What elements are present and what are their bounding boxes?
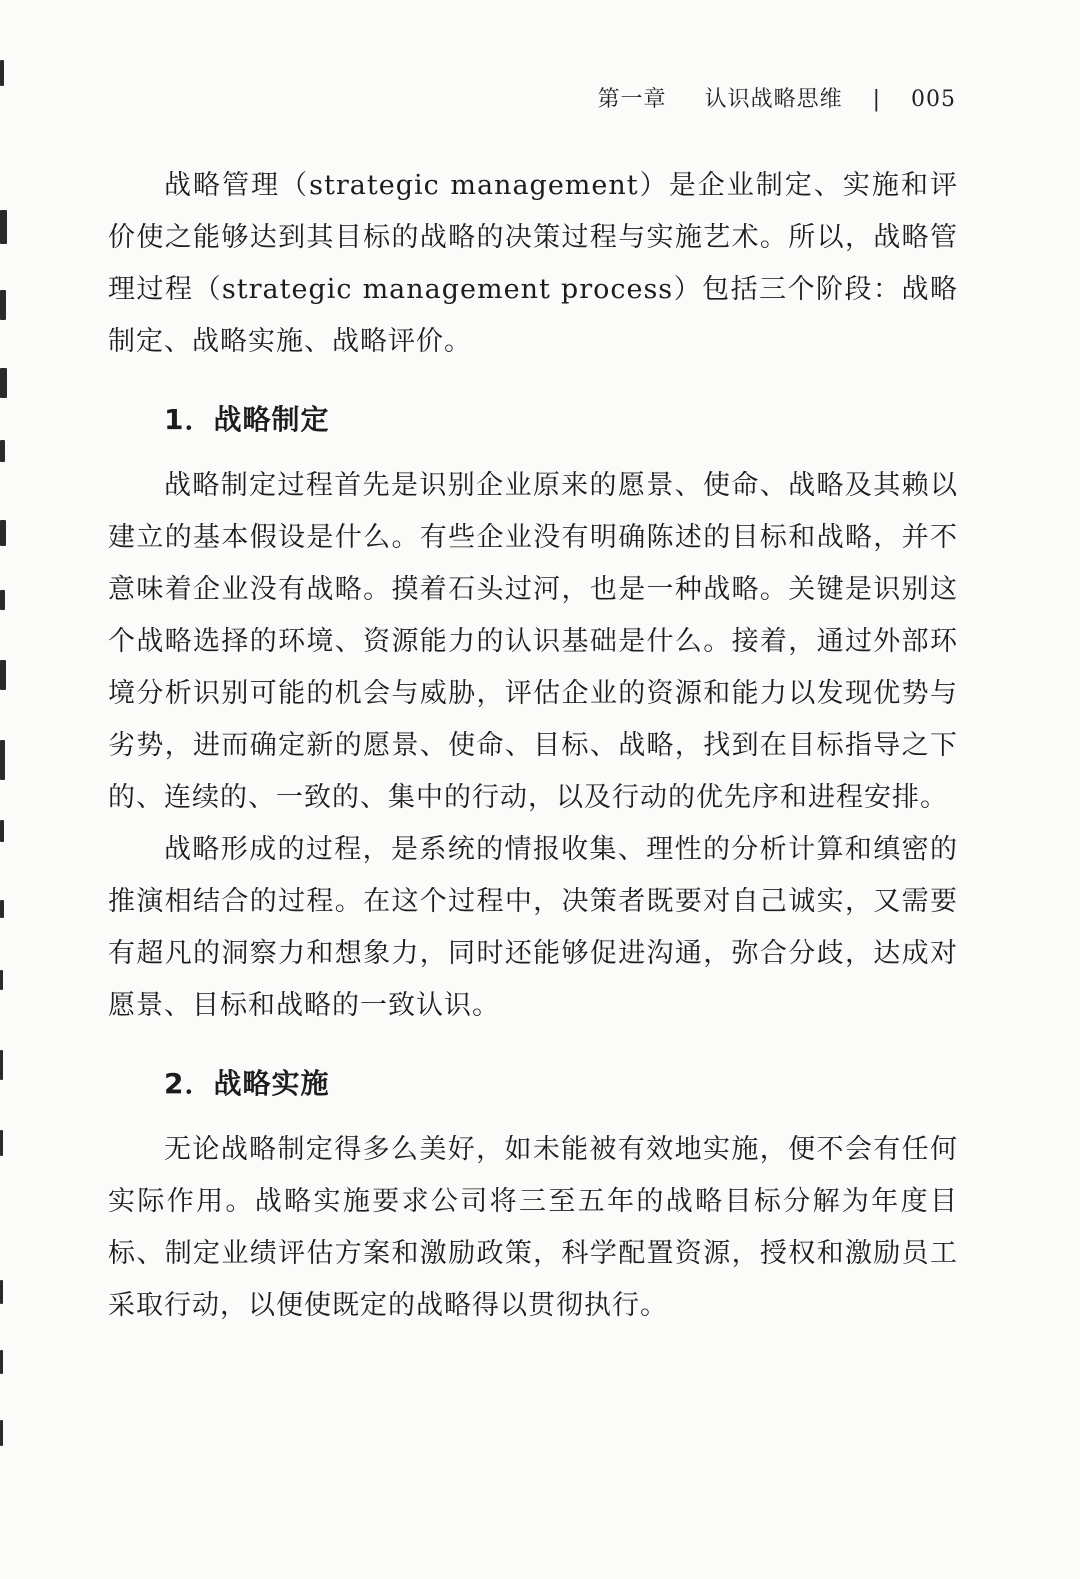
binding-mark bbox=[0, 440, 5, 462]
binding-mark bbox=[0, 900, 4, 918]
section-heading-2: 2．战略实施 bbox=[164, 1067, 330, 1100]
binding-mark bbox=[0, 1130, 3, 1156]
running-header bbox=[598, 82, 956, 113]
binding-mark bbox=[0, 1050, 3, 1080]
header-separator: | bbox=[872, 87, 881, 112]
binding-mark bbox=[0, 60, 4, 86]
binding-mark bbox=[0, 590, 5, 610]
binding-mark bbox=[0, 368, 7, 398]
scan-binding-marks bbox=[0, 0, 12, 1579]
section2-paragraph-1: 无论战略制定得多么美好，如未能被有效地实施，便不会有任何实际作用。战略实施要求公司将三至五年的战略目标分解为年度目标、制定业绩评估方案和激励政策，科学配置资源，授权和激励员工采取行动，以便使既定的战略得以贯彻执行。 bbox=[108, 1134, 958, 1321]
section1-paragraph-2: 战略形成的过程，是系统的情报收集、理性的分析计算和缜密的推演相结合的过程。在这个过程中，决策者既要对自己诚实，又需要有超凡的洞察力和想象力，同时还能够促进沟通，弥合分歧，达成对愿景、目标和战略的一致认识。 bbox=[108, 834, 958, 1021]
binding-mark bbox=[0, 970, 3, 990]
page-body bbox=[108, 160, 958, 1332]
binding-mark bbox=[0, 210, 7, 244]
intro-paragraph: 战略管理（strategic management）是企业制定、实施和评价使之能够达到其目标的战略的决策过程与实施艺术。所以，战略管理过程（strategic management process）包括三个阶段：战略制定、战略实施、战略评价。 bbox=[108, 170, 958, 357]
chapter-title: 认识战略思维 bbox=[704, 87, 843, 112]
binding-mark bbox=[0, 740, 5, 780]
section1-paragraph-1: 战略制定过程首先是识别企业原来的愿景、使命、战略及其赖以建立的基本假设是什么。有些企业没有明确陈述的目标和战略，并不意味着企业没有战略。摸着石头过河，也是一种战略。关键是识别这个战略选择的环境、资源能力的认识基础是什么。接着，通过外部环境分析识别可能的机会与威胁，评估企业的资源和能力以发现优势与劣势，进而确定新的愿景、使命、目标、战略，找到在目标指导之下的、连续的、一致的、集中的行动，以及行动的优先序和进程安排。 bbox=[108, 470, 958, 813]
binding-mark bbox=[0, 1350, 3, 1374]
binding-mark bbox=[0, 520, 6, 546]
binding-mark bbox=[0, 1420, 3, 1446]
binding-mark bbox=[0, 290, 6, 320]
section-heading-1: 1．战略制定 bbox=[164, 403, 330, 436]
binding-mark bbox=[0, 1280, 3, 1304]
chapter-label: 第一章 bbox=[597, 87, 667, 112]
binding-mark bbox=[0, 660, 6, 690]
page-number: 005 bbox=[911, 87, 956, 112]
binding-mark bbox=[0, 820, 4, 842]
